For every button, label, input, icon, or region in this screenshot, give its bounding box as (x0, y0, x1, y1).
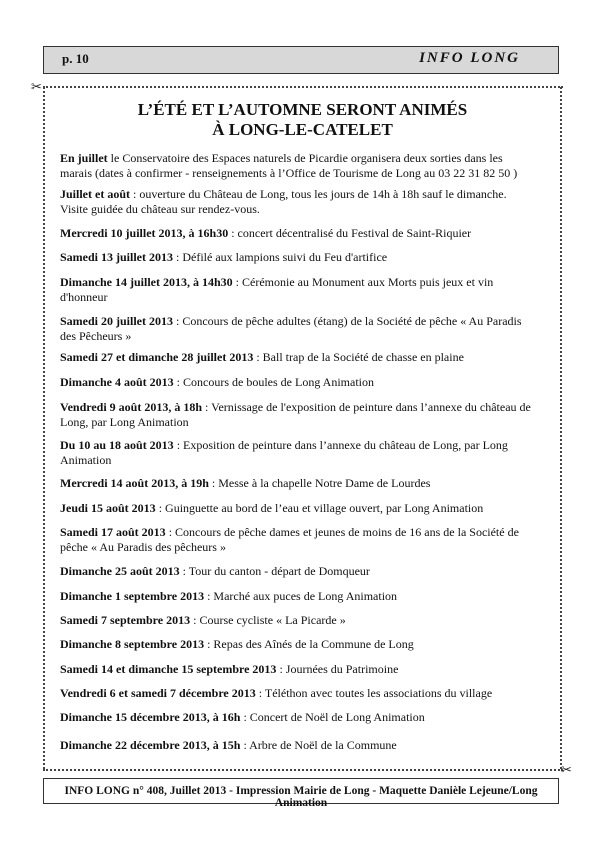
event-item (60, 686, 534, 701)
scissors-icon: ✂ (31, 79, 42, 94)
event-date: Du 10 au 18 août 2013 (60, 438, 174, 452)
title-line-2: À LONG-LE-CATELET (212, 120, 393, 139)
event-date: Dimanche 22 décembre 2013, à 15h (60, 738, 241, 752)
event-date: Samedi 14 et dimanche 15 septembre 2013 (60, 662, 277, 676)
event-text: : Journées du Patrimoine (276, 662, 399, 676)
event-text: : Tour du canton - départ de Domqueur (179, 564, 370, 578)
event-date: Samedi 7 septembre 2013 (60, 613, 191, 627)
event-item (60, 275, 534, 304)
event-item (60, 613, 534, 628)
event-item (60, 637, 534, 652)
event-text: : Ball trap de la Société de chasse en plaine (253, 350, 464, 364)
event-date: Samedi 20 juillet 2013 (60, 314, 173, 328)
cut-line-bottom (43, 769, 563, 771)
event-date: Samedi 17 août 2013 (60, 525, 166, 539)
event-date: Dimanche 4 août 2013 (60, 375, 174, 389)
event-text: : ouverture du Château de Long, tous les jours de 14h à 18h sauf le dimanche. Visite guidée du château sur rendez-vous. (60, 187, 507, 216)
event-date: En juillet (60, 151, 108, 165)
event-item (60, 438, 534, 467)
event-date: Mercredi 10 juillet 2013, à 16h30 (60, 226, 229, 240)
event-date: Vendredi 9 août 2013, à 18h (60, 400, 203, 414)
journal-title: INFO LONG (419, 50, 520, 66)
event-date: Juillet et août (60, 187, 130, 201)
event-date: Mercredi 14 août 2013, à 19h (60, 476, 209, 490)
event-date: Vendredi 6 et samedi 7 décembre 2013 (60, 686, 256, 700)
event-text: : Exposition de peinture dans l’annexe du château de Long, par Long Animation (60, 438, 508, 467)
event-item (60, 501, 534, 516)
event-text: : Défilé aux lampions suivi du Feu d'artifice (173, 250, 388, 264)
title-line-1: L’ÉTÉ ET L’AUTOMNE SERONT ANIMÉS (137, 100, 468, 119)
event-text: : Arbre de Noël de la Commune (240, 738, 397, 752)
event-text: : Concours de pêche adultes (étang) de la Société de pêche « Au Paradis des Pêcheurs » (60, 314, 522, 343)
event-item (60, 525, 534, 554)
event-item (60, 710, 534, 725)
event-item (60, 151, 534, 180)
event-text: : concert décentralisé du Festival de Saint-Riquier (228, 226, 472, 240)
scissors-icon: ✂ (561, 762, 572, 777)
event-text: : Messe à la chapelle Notre Dame de Lourdes (208, 476, 431, 490)
event-item (60, 738, 534, 753)
footer-bar (43, 778, 559, 809)
event-text: : Repas des Aînés de la Commune de Long (204, 637, 414, 651)
event-item (60, 400, 534, 429)
event-item (60, 314, 534, 343)
event-text: : Guinguette au bord de l’eau et village ouvert, par Long Animation (155, 501, 484, 515)
event-text: : Marché aux puces de Long Animation (204, 589, 398, 603)
event-item (60, 476, 534, 491)
page-number: p. 10 (62, 51, 89, 66)
event-text: : Course cycliste « La Picarde » (190, 613, 346, 627)
event-text: : Vernissage de l'exposition de peinture dans l’annexe du château de Long, par Long Animation (60, 400, 531, 429)
page-title (43, 100, 562, 140)
event-item (60, 250, 534, 265)
event-date: Jeudi 15 août 2013 (60, 501, 156, 515)
event-text: : Concours de pêche dames et jeunes de moins de 16 ans de la Société de pêche « Au Paradis des pêcheurs » (60, 525, 519, 554)
event-item (60, 350, 534, 365)
event-date: Samedi 13 juillet 2013 (60, 250, 173, 264)
event-date: Dimanche 14 juillet 2013, à 14h30 (60, 275, 233, 289)
event-text: le Conservatoire des Espaces naturels de Picardie organisera deux sorties dans les marais (dates à confirmer - renseignements à l’Office de Tourisme de Long au 03 22 31 82 50 ) (60, 151, 518, 180)
event-text: : Concours de boules de Long Animation (173, 375, 374, 389)
event-text: : Cérémonie au Monument aux Morts puis jeux et vin d'honneur (60, 275, 494, 304)
header-bar (43, 46, 559, 74)
footer-text: INFO LONG n° 408, Juillet 2013 - Impression Mairie de Long - Maquette Danièle Lejeune/Long Animation (64, 785, 538, 809)
event-date: Dimanche 15 décembre 2013, à 16h (60, 710, 241, 724)
event-text: : Concert de Noël de Long Animation (240, 710, 425, 724)
event-text: : Téléthon avec toutes les associations du village (255, 686, 493, 700)
event-item (60, 187, 534, 216)
event-item (60, 589, 534, 604)
event-item (60, 226, 534, 241)
event-date: Samedi 27 et dimanche 28 juillet 2013 (60, 350, 254, 364)
event-item (60, 662, 534, 677)
event-item (60, 564, 534, 579)
event-date: Dimanche 1 septembre 2013 (60, 589, 205, 603)
event-date: Dimanche 25 août 2013 (60, 564, 180, 578)
event-item (60, 375, 534, 390)
event-date: Dimanche 8 septembre 2013 (60, 637, 205, 651)
